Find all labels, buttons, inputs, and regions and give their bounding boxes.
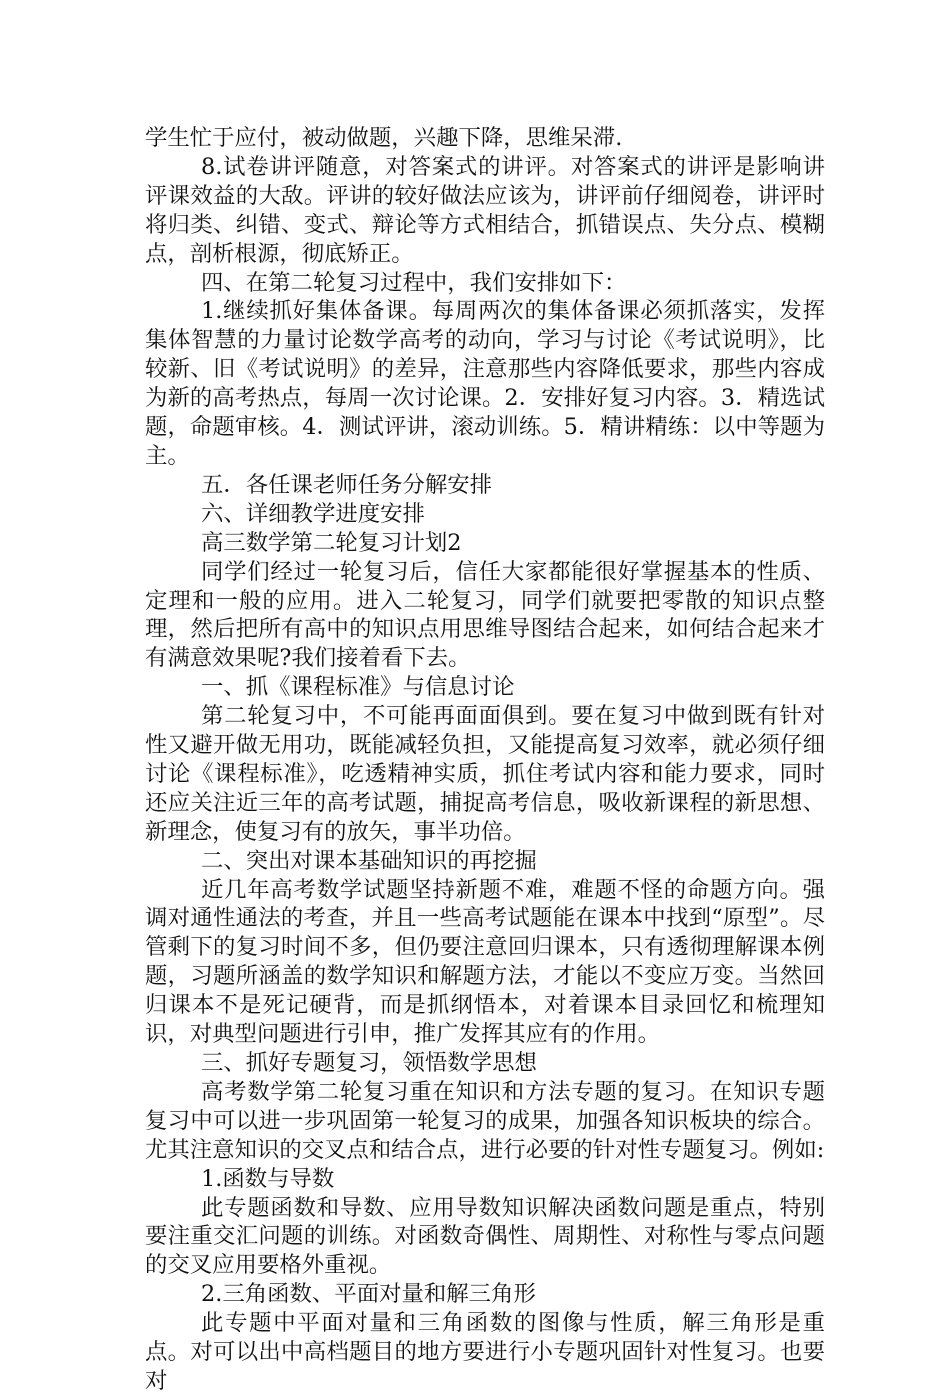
paragraph: 第二轮复习中，不可能再面面俱到。要在复习中做到既有针对性又避开做无用功，既能减轻负担，又能提高复习效率，就必须仔细讨论《课程标准》，吃透精神实质，抓住考试内容和能力要求，同时还应关注近三年的高考试题，捕捉高考信息，吸收新课程的新思想、新理念，使复习有的放矢，事半功倍。 (145, 703, 825, 845)
section-heading: 六、详细教学进度安排 (201, 500, 425, 527)
subsection-heading: 2.三角函数、平面对量和解三角形 (201, 1281, 536, 1308)
paragraph: 近几年高考数学试题坚持新题不难，难题不怪的命题方向。强调对通性通法的考查，并且一些高考试题能在课本中找到“原型”。尽管剩下的复习时间不多，但仍要注意回归课本，只有透彻理解课本例题，习题所涵盖的数学知识和解题方法，才能以不变应万变。当然回归课本不是死记硬背，而是抓纲悟本，对着课本目录回忆和梳理知识，对典型问题进行引申，推广发挥其应有的作用。 (145, 876, 825, 1048)
section-heading: 三、抓好专题复习，领悟数学思想 (201, 1050, 537, 1076)
paragraph: 此专题函数和导数、应用导数知识解决函数问题是重点，特别要注重交汇问题的训练。对函数奇偶性、周期性、对称性与零点问题的交叉应用要格外重视。 (145, 1194, 825, 1279)
subsection-heading: 1.函数与导数 (201, 1165, 335, 1192)
paragraph: 高考数学第二轮复习重在知识和方法专题的复习。在知识专题复习中可以进一步巩固第一轮复习的成果，加强各知识板块的综合。尤其注意知识的交叉点和结合点，进行必要的针对性专题复习。例如: (145, 1078, 825, 1163)
paragraph: 此专题中平面对量和三角函数的图像与性质，解三角形是重点。对可以出中高档题目的地方要进行小专题巩固针对性复习。也要对 (145, 1310, 825, 1394)
paragraph: 学生忙于应付，被动做题，兴趣下降，思维呆滞. (145, 125, 623, 151)
paragraph: 1.继续抓好集体备课。每周两次的集体备课必须抓落实，发挥集体智慧的力量讨论数学高考的动向，学习与讨论《考试说明》，比较新、旧《考试说明》的差异，注意那些内容降低要求，那些内容成为新的高考热点，每周一次讨论课。2．安排好复习内容。3．精选试题，命题审核。4．测试评讲，滚动训练。5．精讲精练：以中等题为主。 (145, 298, 825, 469)
paragraph: 同学们经过一轮复习后，信任大家都能很好掌握基本的性质、定理和一般的应用。进入二轮复习，同学们就要把零散的知识点整理，然后把所有高中的知识点用思维导图结合起来，如何结合起来才有满意效果呢?我们接着看下去。 (145, 558, 825, 672)
section-heading: 四、在第二轮复习过程中，我们安排如下： (201, 269, 627, 296)
section-heading: 五．各任课老师任务分解安排 (201, 471, 493, 498)
document-title: 高三数学第二轮复习计划2 (201, 529, 462, 556)
document-body (145, 124, 825, 1396)
section-heading: 一、抓《课程标准》与信息讨论 (201, 674, 515, 701)
paragraph: 8.试卷讲评随意，对答案式的讲评。对答案式的讲评是影响讲评课效益的大敌。评讲的较好做法应该为，讲评前仔细阅卷，讲评时将归类、纠错、变式、辩论等方式相结合，抓错误点、失分点、模糊点，剖析根源，彻底矫正。 (145, 153, 825, 267)
section-heading: 二、突出对课本基础知识的再挖掘 (201, 847, 537, 874)
